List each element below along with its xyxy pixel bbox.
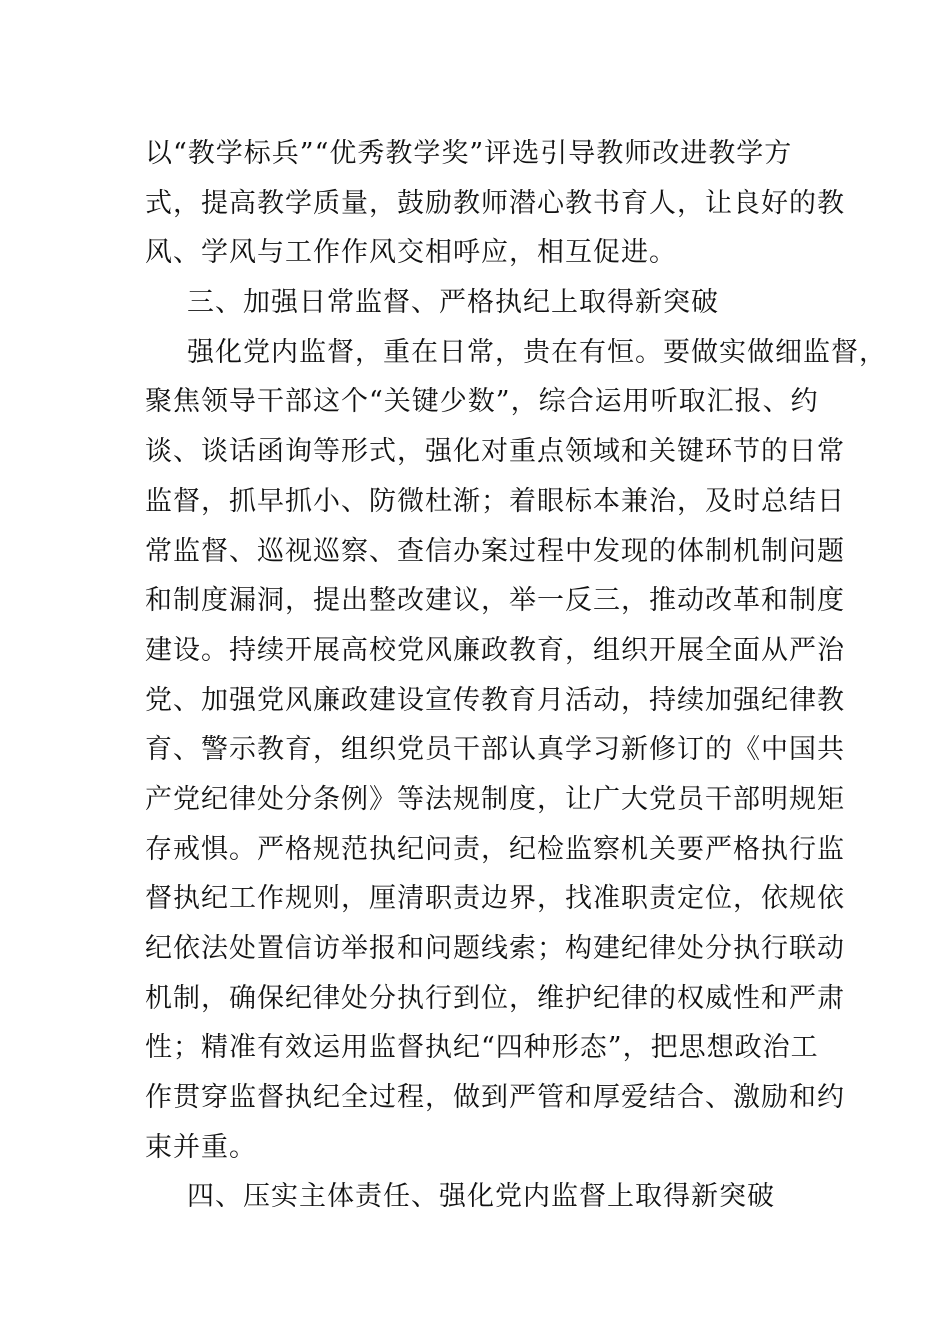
paragraph-line: 以“教学标兵”“优秀教学奖”评选引导教师改进教学方: [145, 138, 793, 169]
paragraph-line: 风、学风与工作作风交相呼应，相互促进。: [145, 237, 677, 269]
paragraph-line: 和制度漏洞，提出整改建议，举一反三，推动改革和制度: [145, 585, 845, 617]
paragraph-line: 纪依法处置信访举报和问题线索；构建纪律处分执行联动: [145, 933, 845, 964]
paragraph-line: 作贯穿监督执纪全过程，做到严管和厚爱结合、激励和约: [145, 1082, 845, 1114]
paragraph-line: 党、加强党风廉政建设宣传教育月活动，持续加强纪律教: [145, 684, 845, 716]
paragraph-line: 建设。持续开展高校党风廉政教育，组织开展全面从严治: [145, 634, 845, 666]
section-heading-4: 四、压实主体责任、强化党内监督上取得新突破: [187, 1181, 775, 1213]
paragraph-line: 式，提高教学质量，鼓励教师潜心教书育人，让良好的教: [145, 187, 845, 219]
paragraph-line: 性；精准有效运用监督执纪“四种形态”，把思想政治工: [145, 1032, 819, 1064]
paragraph-line: 强化党内监督，重在日常，贵在有恒。要做实做细监督，: [187, 336, 887, 368]
paragraph-line: 谈、谈话函询等形式，强化对重点领域和关键环节的日常: [145, 436, 845, 468]
document-body: [145, 129, 887, 1222]
section-heading-3: 三、加强日常监督、严格执纪上取得新突破: [187, 287, 719, 319]
paragraph-line: 聚焦领导干部这个“关键少数”，综合运用听取汇报、约: [145, 386, 819, 418]
paragraph-line: 育、警示教育，组织党员干部认真学习新修订的《中国共: [145, 734, 845, 766]
paragraph-line: 机制，确保纪律处分执行到位，维护纪律的权威性和严肃: [145, 982, 845, 1014]
paragraph-line: 常监督、巡视巡察、查信办案过程中发现的体制机制问题: [145, 535, 845, 567]
paragraph-line: 督执纪工作规则，厘清职责边界，找准职责定位，依规依: [145, 883, 845, 915]
paragraph-line: 产党纪律处分条例》等法规制度，让广大党员干部明规矩: [145, 783, 845, 815]
paragraph-line: 监督，抓早抓小、防微杜渐；着眼标本兼治，及时总结日: [145, 485, 845, 517]
paragraph-line: 存戒惧。严格规范执纪问责，纪检监察机关要严格执行监: [145, 833, 845, 865]
paragraph-line: 束并重。: [145, 1131, 257, 1163]
